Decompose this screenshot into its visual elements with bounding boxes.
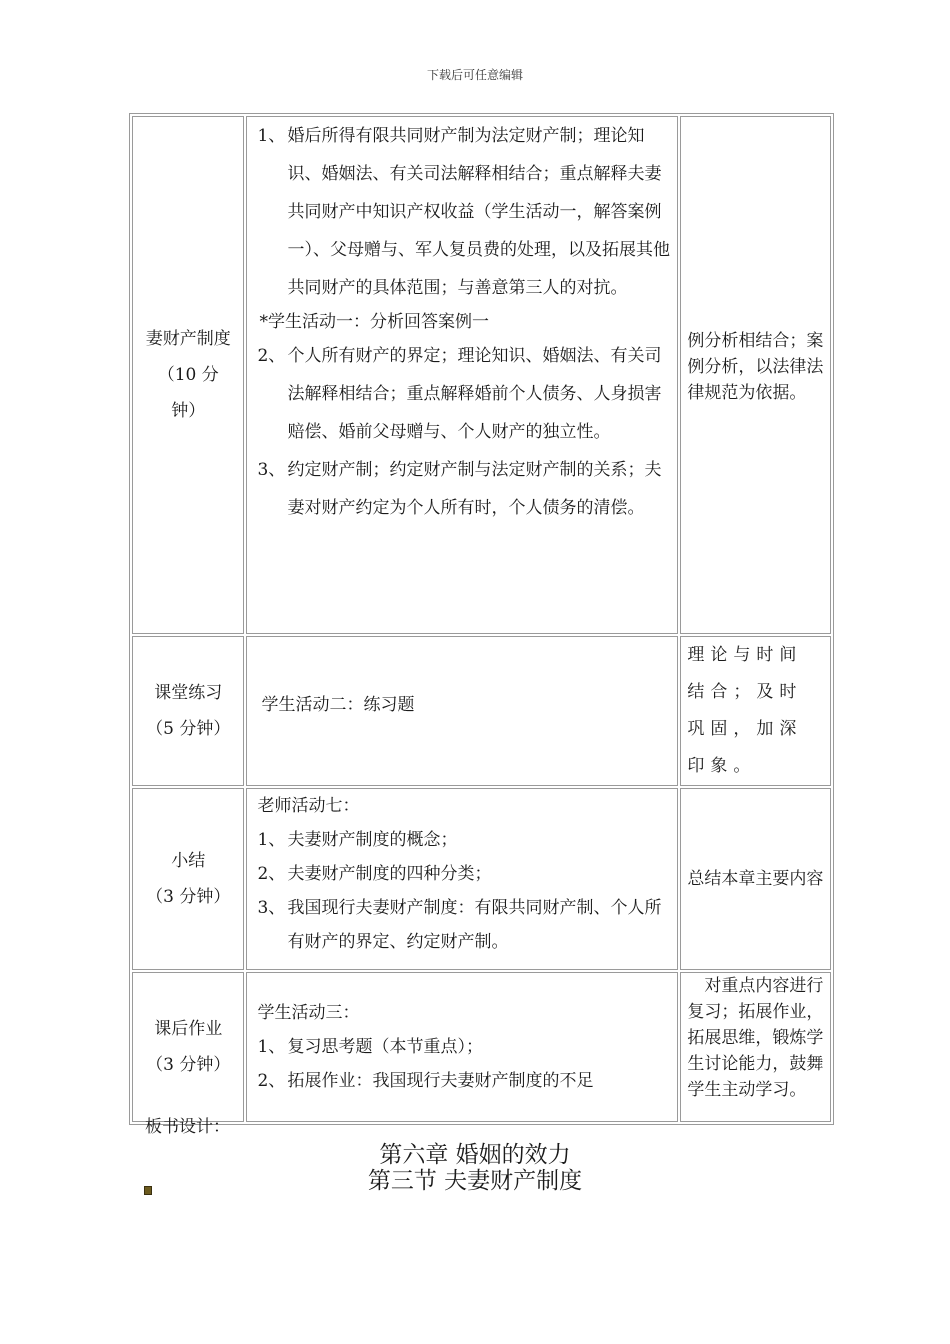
note-text: 理论与时间结合；及时巩固，加深印象。 [687,645,803,776]
activity-text: 学生活动二：练习题 [261,695,415,715]
note-cell [680,788,831,970]
content-cell [246,636,678,786]
table-row [132,636,831,786]
note-text: 例分析相结合；案例分析，以法律法律规范为依据。 [687,331,824,403]
board-chapter-title: 第六章 婚姻的效力 [379,1142,571,1168]
table-row [132,116,831,634]
section-duration-tail: 钟） [171,401,206,421]
section-title: 小结 [171,851,206,871]
activity-lead: 老师活动七： [257,796,360,816]
content-cell [246,972,678,1122]
note-text: 对重点内容进行复习；拓展作业，拓展思维，锻炼学生讨论能力，鼓舞学生主动学习。 [687,976,824,1100]
note-text: 总结本章主要内容 [687,869,824,889]
list-item: 2、 夫妻财产制度的四种分类； [257,864,492,884]
board-design-label: 板书设计： [145,1117,230,1137]
note-cell [680,636,831,786]
list-item: 1、 夫妻财产制度的概念； [257,830,458,850]
table-row [132,972,831,1122]
page-header: 下载后可任意编辑 [426,68,523,82]
section-duration: （5 分钟） [146,719,231,739]
section-cell [132,972,244,1122]
board-section-title: 第三节 夫妻财产制度 [367,1168,583,1194]
section-duration: （3 分钟） [146,887,231,907]
lesson-plan-table [129,113,834,1125]
list-item: 3、 我国现行夫妻财产制度：有限共同财产制、个人所有财产的界定、约定财产制。 [257,898,662,952]
section-title: 妻财产制度 [145,329,231,349]
section-duration: （10 分 [157,365,219,385]
section-cell [132,116,244,634]
list-item: 2、 个人所有财产的界定；理论知识、婚姻法、有关司法解释相结合；重点解释婚前个人债务、人身损害赔偿、婚前父母赠与、个人财产的独立性。 [257,346,662,442]
list-item: 1、 婚后所得有限共同财产制为法定财产制；理论知识、婚姻法、有关司法解释相结合；重点解释夫妻共同财产中知识产权收益（学生活动一，解答案例一）、父母赠与、军人复员费的处理，以及拓展其他共同财产的具体范围；与善意第三人的对抗。 [257,126,670,298]
section-cell [132,788,244,970]
list-item: 3、 约定财产制；约定财产制与法定财产制的关系；夫妻对财产约定为个人所有时，个人债务的清偿。 [257,460,662,518]
activity-lead: 学生活动三： [257,1003,360,1023]
list-item: 2、 拓展作业：我国现行夫妻财产制度的不足 [257,1071,594,1091]
note-cell [680,116,831,634]
note-cell [680,972,831,1122]
section-duration: （3 分钟） [146,1055,231,1075]
activity-note: *学生活动一：分析回答案例一 [259,312,489,332]
list-item: 1、 复习思考题（本节重点）； [257,1037,483,1057]
section-cell [132,636,244,786]
section-title: 课堂练习 [154,683,223,703]
content-cell [246,116,678,634]
table-row [132,788,831,970]
content-cell [246,788,678,970]
image-placeholder-icon [144,1186,152,1195]
section-title: 课后作业 [154,1019,223,1039]
